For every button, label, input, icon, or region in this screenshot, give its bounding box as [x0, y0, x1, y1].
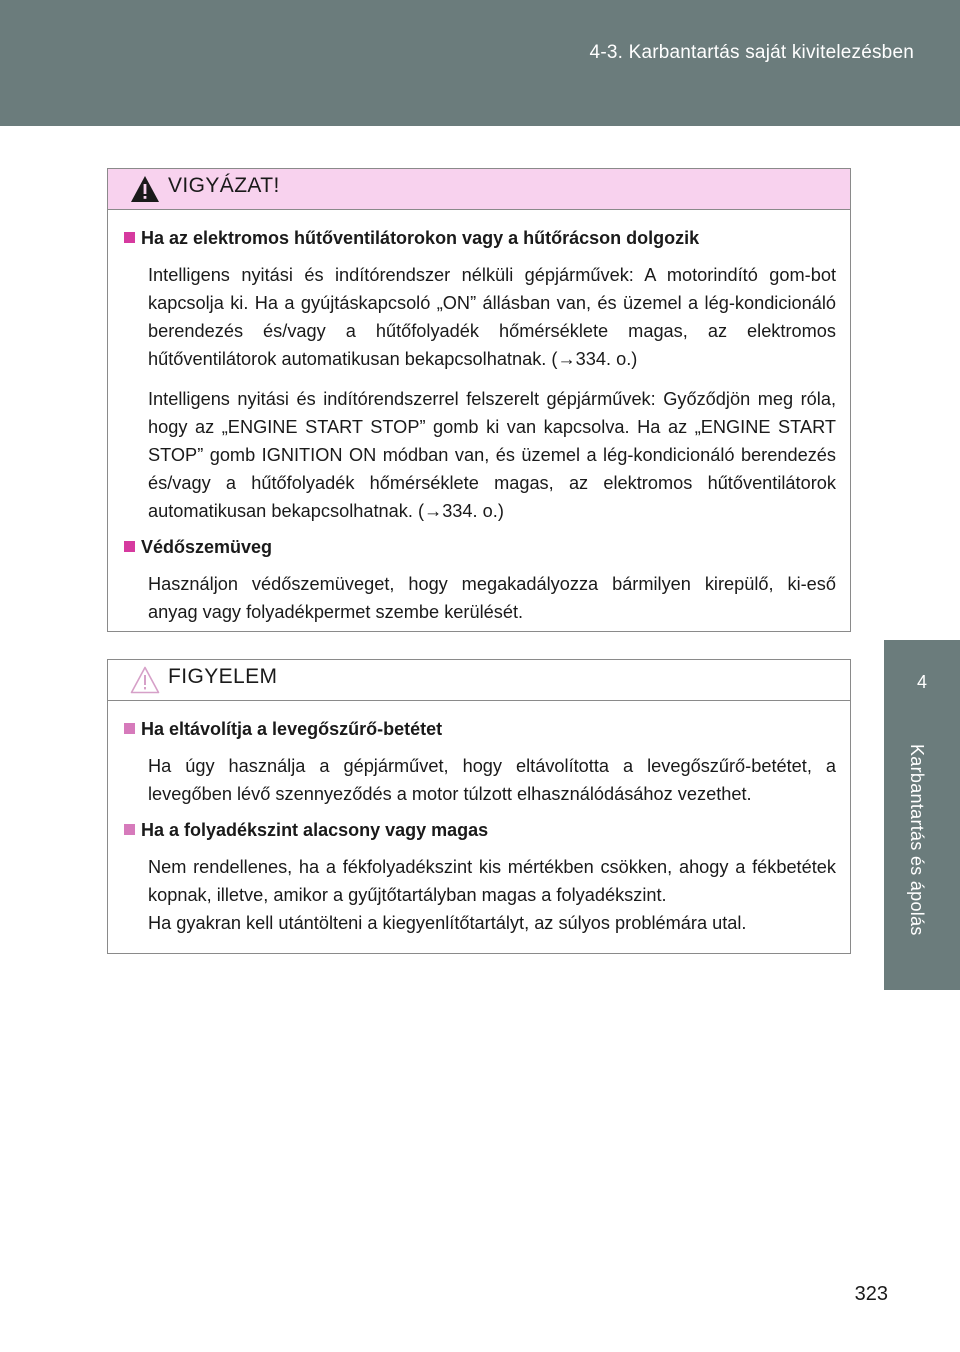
paragraph: Nem rendellenes, ha a fékfolyadékszint kis mértékben csökken, ahogy a fékbetétek kopnak, illetve, amikor a gyűjtőtartályban magas a folyadékszint. — [148, 857, 836, 905]
paragraph: Ha gyakran kell utántölteni a kiegyenlítőtartályt, az súlyos problémára utal. — [148, 913, 747, 933]
section-title: 4-3. Karbantartás saját kivitelezésben — [589, 42, 914, 63]
page-number: 323 — [854, 1283, 888, 1305]
warning-triangle-icon — [130, 174, 160, 204]
square-bullet-icon — [124, 232, 135, 243]
chapter-title: Karbantartás és ápolás — [907, 744, 927, 936]
chapter-number: 4 — [916, 672, 927, 692]
warning-panel — [107, 168, 851, 632]
paragraph: Intelligens nyitási és indítórendszerrel felszerelt gépjárművek: Győződjön meg róla, hogy az „ENGINE START STOP” gomb ki van kapcsolva. Ha az „ENGINE START STOP” gomb IGNITION ON módban van, és üzemel a lég-kondicionáló berendezés és/vagy a hűtőfolyadék hőmérséklete magas, az elektromos hűtőventilátorok automatikusan bekapcsolhatnak. (→334. o.) — [148, 389, 836, 521]
section-heading: Ha eltávolítja a levegőszűrő-betétet — [124, 719, 836, 740]
section-heading: Védőszemüveg — [124, 537, 836, 558]
square-bullet-icon — [124, 723, 135, 734]
notice-panel-body — [108, 701, 850, 937]
square-bullet-icon — [124, 824, 135, 835]
section-heading: Ha a folyadékszint alacsony vagy magas — [124, 820, 836, 841]
notice-panel-title: FIGYELEM — [168, 665, 278, 688]
caution-triangle-icon — [130, 665, 160, 695]
notice-panel-header — [108, 660, 850, 701]
notice-panel — [107, 659, 851, 954]
paragraph: Ha úgy használja a gépjárművet, hogy eltávolította a levegőszűrő-betétet, a levegőben lévő szennyeződés a motor túlzott elhasználódásához vezethet. — [148, 756, 836, 804]
warning-panel-title: VIGYÁZAT! — [168, 174, 280, 197]
warning-panel-body — [108, 210, 850, 626]
section-heading: Ha az elektromos hűtőventilátorokon vagy a hűtőrácson dolgozik — [124, 228, 836, 249]
paragraph: Használjon védőszemüveget, hogy megakadályozza bármilyen kirepülő, ki-eső anyag vagy folyadékpermet szembe kerülését. — [148, 574, 836, 622]
square-bullet-icon — [124, 541, 135, 552]
page-header — [0, 0, 960, 126]
paragraph: Intelligens nyitási és indítórendszer nélküli gépjárművek: A motorindító gom-bot kapcsolja ki. Ha a gyújtáskapcsoló „ON” állásban van, és üzemel a lég-kondicionáló berendezés és/vagy a hűtőfolyadék hőmérséklete magas, az elektromos hűtőventilátorok automatikusan bekapcsolhatnak. (→334. o.) — [148, 265, 836, 369]
warning-panel-header — [108, 169, 850, 210]
